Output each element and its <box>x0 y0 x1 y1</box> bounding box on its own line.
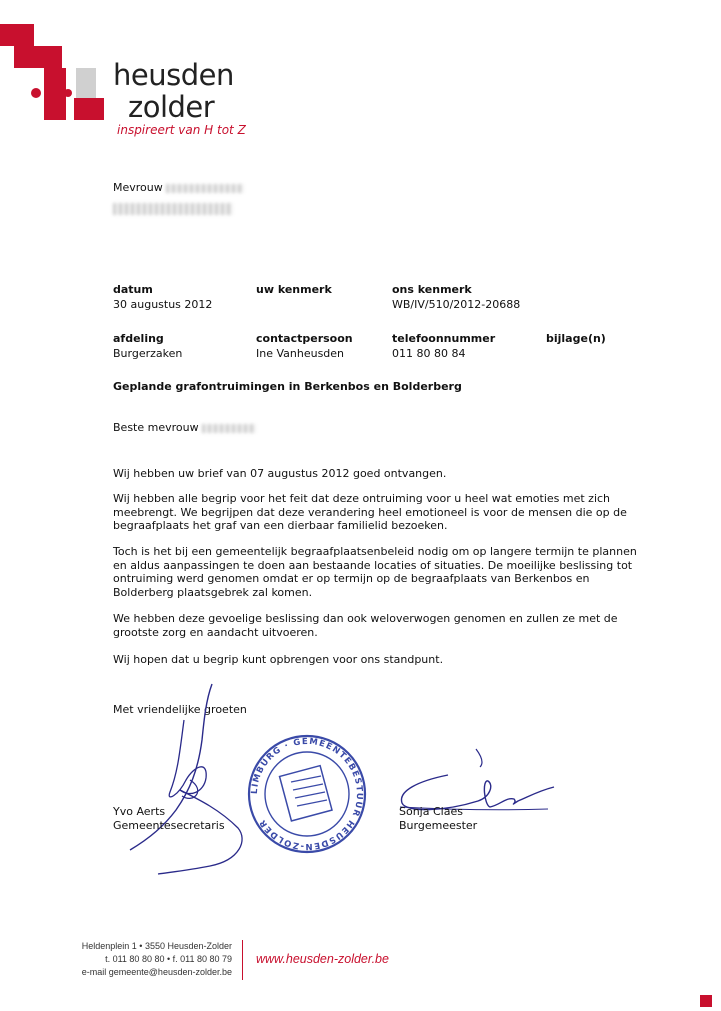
paragraph-2: Wij hebben alle begrip voor het feit dat deze ontruiming voor u heel wat emoties met zich meebrengt. We begrijpen dat deze verandering heel emotioneel is voor de mensen die op de begraafplaats het graf van een dierbaar familielid bezoeken. <box>113 492 627 533</box>
redacted-greeting-name <box>202 424 256 433</box>
addressee-salutation: Mevrouw <box>113 181 163 194</box>
signatory-1-role: Gemeentesecretaris <box>113 819 225 832</box>
svg-text:LIMBURG · GEMEENTEBESTUUR HEUS: LIMBURG · GEMEENTEBESTUUR HEUSDEN-ZOLDER <box>249 736 365 852</box>
addressee-block <box>113 181 244 194</box>
datum-value: 30 augustus 2012 <box>113 298 213 311</box>
municipal-stamp <box>245 732 369 856</box>
letter-subject: Geplande grafontruimingen in Berkenbos en Bolderberg <box>113 380 462 393</box>
signatory-1-name: Yvo Aerts <box>113 805 166 818</box>
bijlage-label: bijlage(n) <box>546 332 606 345</box>
greeting-line <box>113 421 256 434</box>
footer-address: Heldenplein 1 • 3550 Heusden-Zolder <box>81 941 232 951</box>
signatory-2-name: Sonja Claes <box>399 805 463 818</box>
afdeling-label: afdeling <box>113 332 164 345</box>
municipality-logo <box>0 20 260 140</box>
ons-kenmerk-label: ons kenmerk <box>392 283 472 296</box>
logo-line1: heusden <box>113 58 234 92</box>
logo-line2: zolder <box>128 90 215 124</box>
paragraph-5: Wij hopen dat u begrip kunt opbrengen voor ons standpunt. <box>113 653 444 666</box>
contactpersoon-value: Ine Vanheusden <box>256 347 345 360</box>
uw-kenmerk-label: uw kenmerk <box>256 283 332 296</box>
redacted-name <box>166 184 244 193</box>
footer-email: e-mail gemeente@heusden-zolder.be <box>81 967 232 977</box>
logo-tagline: inspireert van H tot Z <box>117 123 246 137</box>
footer-divider <box>242 940 243 980</box>
corner-mark <box>700 995 712 1007</box>
footer-address-block <box>72 940 232 979</box>
paragraph-1: Wij hebben uw brief van 07 augustus 2012 goed ontvangen. <box>113 467 447 480</box>
telefoon-value: 011 80 80 84 <box>392 347 466 360</box>
telefoon-label: telefoonnummer <box>392 332 496 345</box>
ons-kenmerk-value: WB/IV/510/2012-20688 <box>392 298 521 311</box>
contactpersoon-label: contactpersoon <box>256 332 353 345</box>
redacted-address <box>113 198 233 217</box>
footer-website-link[interactable]: www.heusden-zolder.be <box>256 952 389 966</box>
footer-phone: t. 011 80 80 80 • f. 011 80 80 79 <box>105 954 232 964</box>
paragraph-3: Toch is het bij een gemeentelijk begraafplaatsenbeleid nodig om op langere termijn te plannen en aldus aanpassingen te doen aan bestaande locaties of situaties. De moeilijke beslissing tot ontruiming werd genomen omdat er op termijn op de begraafplaats van Berkenbos en Bolderberg plaatsgebrek zal komen. <box>113 545 637 599</box>
afdeling-value: Burgerzaken <box>113 347 183 360</box>
greeting: Beste mevrouw <box>113 421 199 434</box>
logo-mark <box>0 20 110 120</box>
closing: Met vriendelijke groeten <box>113 703 247 716</box>
paragraph-4: We hebben deze gevoelige beslissing dan ook weloverwogen genomen en zullen ze met de grootste zorg en aandacht uitvoeren. <box>113 612 618 639</box>
signatory-2-role: Burgemeester <box>399 819 478 832</box>
datum-label: datum <box>113 283 153 296</box>
